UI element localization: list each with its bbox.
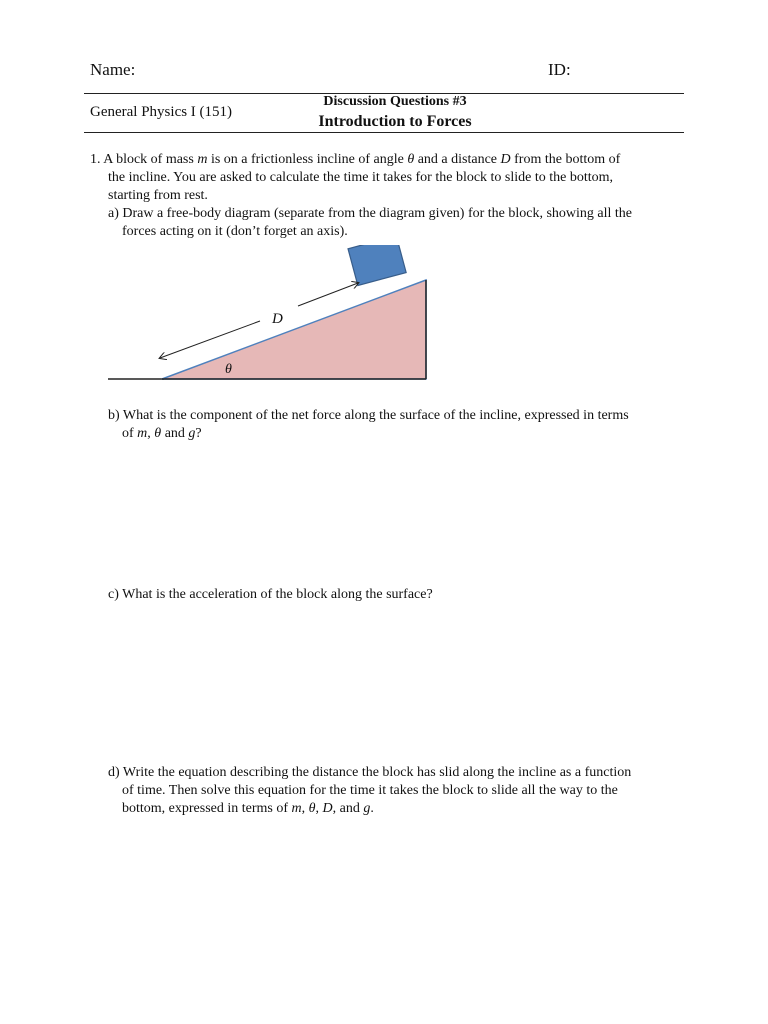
text-run: , (147, 426, 155, 441)
angle-symbol: θ (154, 426, 162, 441)
gravity-symbol: g (363, 801, 371, 816)
question-number: 1. (90, 152, 101, 167)
distance-label: D (272, 311, 283, 327)
question-1-line-2: the incline. You are asked to calculate the time it takes for the block to slide to the bottom, (108, 170, 614, 185)
text-run: ? (195, 426, 202, 441)
name-label: Name: (90, 60, 136, 79)
text-run: and a distance (414, 152, 501, 167)
part-b-line-1: b) What is the component of the net force along the surface of the incline, expressed in terms (108, 408, 629, 423)
distance-arrow-upper (298, 283, 358, 306)
mass-symbol: m (291, 801, 302, 816)
text-run: is on a frictionless incline of angle (207, 152, 408, 167)
discussion-title: Discussion Questions #3 (323, 94, 467, 109)
question-1-line-1 (90, 151, 680, 169)
mass-symbol: m (197, 152, 208, 167)
mass-symbol: m (137, 426, 148, 441)
id-label: ID: (548, 60, 571, 79)
distance-symbol: D (500, 152, 511, 167)
block (348, 245, 406, 285)
incline-diagram (100, 245, 440, 390)
part-d (108, 764, 688, 818)
text-run: A block of mass (100, 152, 198, 167)
header-bottom-rule (84, 132, 684, 133)
distance-symbol: D (322, 801, 333, 816)
text-run: and (161, 426, 189, 441)
text-run: , (315, 801, 323, 816)
question-1-line-3: starting from rest. (108, 188, 208, 203)
part-a-line-1: a) Draw a free-body diagram (separate from the diagram given) for the block, showing all the (108, 206, 633, 221)
part-d-line-2: of time. Then solve this equation for the time it takes the block to slide all the way to the (122, 783, 618, 798)
text-run: from the bottom of (510, 152, 621, 167)
angle-symbol: θ (308, 801, 316, 816)
question-1 (90, 151, 680, 205)
angle-label: θ (225, 362, 232, 377)
part-b-line-2 (108, 425, 688, 443)
text-run: bottom, expressed in terms of (122, 801, 292, 816)
part-c-line-1: c) What is the acceleration of the block along the surface? (108, 587, 433, 602)
part-b (108, 407, 688, 443)
text-run: , (301, 801, 309, 816)
part-c (108, 586, 688, 604)
text-run: of (122, 426, 138, 441)
course-title: General Physics I (151) (90, 104, 233, 120)
incline-triangle (162, 280, 426, 379)
topic-title: Introduction to Forces (318, 113, 472, 130)
text-run: , and (332, 801, 364, 816)
part-d-line-1: d) Write the equation describing the distance the block has slid along the incline as a function (108, 765, 632, 780)
angle-symbol: θ (407, 152, 415, 167)
gravity-symbol: g (188, 426, 196, 441)
part-a-line-2: forces acting on it (don’t forget an axis). (122, 224, 348, 239)
part-d-line-3 (108, 800, 688, 818)
text-run: . (370, 801, 374, 816)
part-a (108, 205, 688, 241)
